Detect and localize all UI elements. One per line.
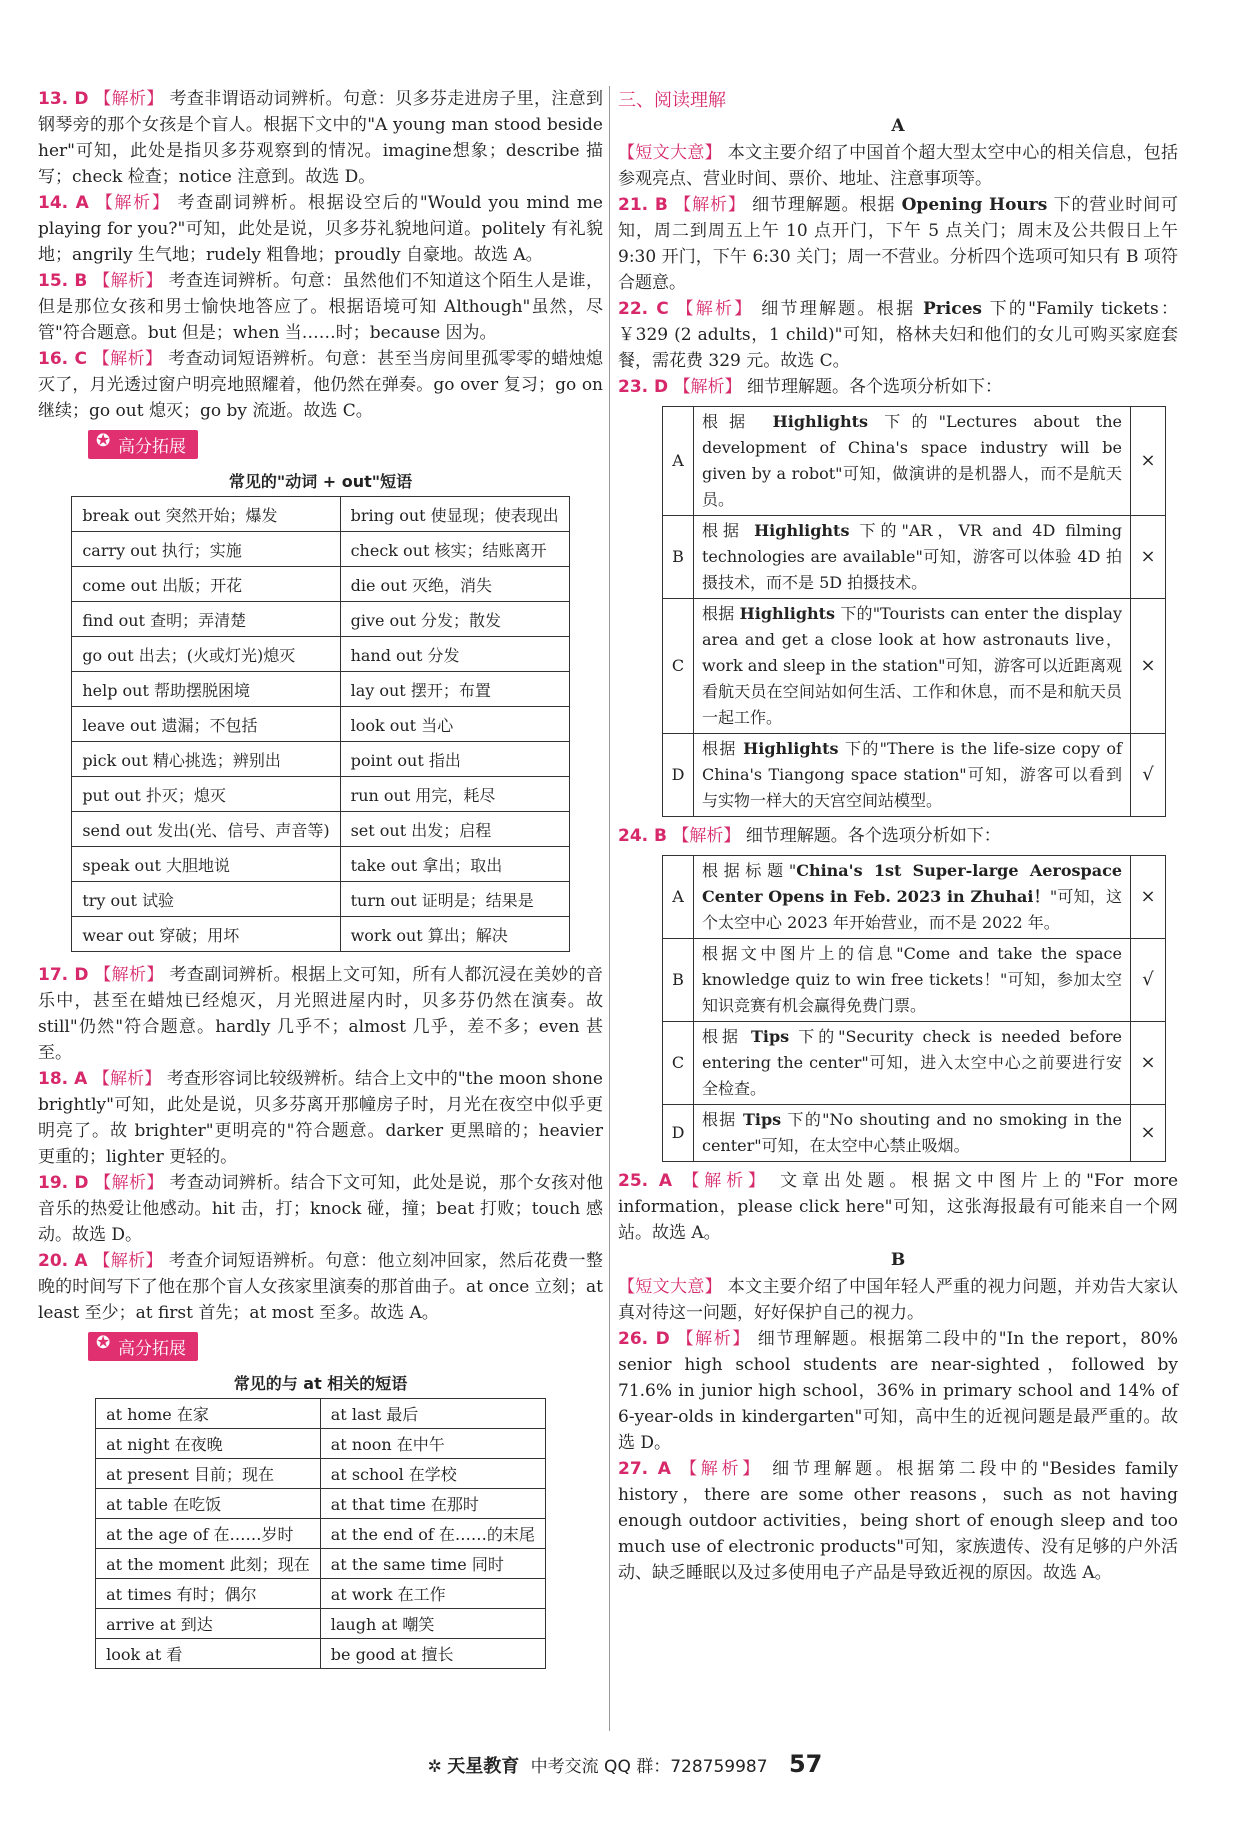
phrase-table-out	[71, 496, 569, 952]
phrase-cell: pick out 精心挑选；辨别出	[72, 742, 340, 777]
option-row	[663, 1105, 1166, 1162]
option-row	[663, 939, 1166, 1022]
option-letter: A	[663, 856, 694, 939]
phrase-cell: go out 出去；(火或灯光)熄灭	[72, 637, 340, 672]
answer-15: 15. B 【解析】 考查连词辨析。句意：虽然他们不知道这个陌生人是谁，但是那位女孩和男士愉快地答应了。根据语境可知 Although"虽然，尽管"符合题意。but 但是；when 当……时；because 因为。	[38, 271, 604, 343]
table1-title: 常见的"动词 + out"短语	[228, 472, 413, 491]
phrase-cell: at the end of 在……的末尾	[320, 1519, 545, 1549]
phrase-cell: bring out 使显现；使表现出	[340, 497, 569, 532]
phrase-cell: put out 扑灭；熄灭	[72, 777, 340, 812]
phrase-table-at	[95, 1398, 546, 1669]
phrase-cell: at that time 在那时	[320, 1489, 545, 1519]
option-table-24	[662, 855, 1166, 1162]
answer-16: 16. C 【解析】 考查动词短语辨析。句意：甚至当房间里孤零零的蜡烛熄灭了，月光透过窗户明亮地照耀着，他仍然在弹奏。go over 复习；go on 继续；go out 熄灭；go by 流逝。故选 C。	[38, 349, 604, 421]
phrase-cell: at present 目前；现在	[96, 1459, 321, 1489]
phrase-row	[96, 1549, 546, 1579]
phrase-cell: at last 最后	[320, 1399, 545, 1429]
phrase-cell: hand out 分发	[340, 637, 569, 672]
phrase-cell: at the moment 此刻；现在	[96, 1549, 321, 1579]
phrase-cell: set out 出发；启程	[340, 812, 569, 847]
phrase-cell: at the age of 在……岁时	[96, 1519, 321, 1549]
phrase-row	[72, 882, 569, 917]
option-row	[663, 516, 1166, 599]
part-b-heading: B	[890, 1250, 906, 1270]
phrase-cell: break out 突然开始；爆发	[72, 497, 340, 532]
phrase-row	[96, 1579, 546, 1609]
option-judgment-mark: √	[1131, 939, 1166, 1022]
phrase-row	[72, 602, 569, 637]
option-letter: D	[663, 734, 694, 817]
answer-22: 22. C 【解析】 细节理解题。根据 Prices 下的"Family tickets：￥329 (2 adults，1 child)"可知，格林夫妇和他们的女儿可购买家庭套餐，需花费 329 元。故选 C。	[618, 299, 1178, 371]
phrase-row	[96, 1489, 546, 1519]
phrase-cell: at noon 在中午	[320, 1429, 545, 1459]
phrase-row	[72, 742, 569, 777]
phrase-row	[72, 812, 569, 847]
answer-26: 26. D 【解析】 细节理解题。根据第二段中的"In the report，80% senior high school students are near-sighted，followed by 71.6% in junior high school，36% in primary school and 14% of 6-year-olds in kindergarten"可知，高中生的近视问题是最严重的。故选 D。	[618, 1329, 1179, 1453]
phrase-cell: be good at 擅长	[320, 1639, 545, 1669]
phrase-cell: give out 分发；散发	[340, 602, 569, 637]
phrase-cell: wear out 穿破；用坏	[72, 917, 340, 952]
option-judgment-mark: √	[1131, 734, 1166, 817]
section-title: 三、阅读理解	[618, 90, 726, 111]
phrase-cell: at school 在学校	[320, 1459, 545, 1489]
phrase-row	[72, 497, 569, 532]
phrase-cell: turn out 证明是；结果是	[340, 882, 569, 917]
phrase-cell: carry out 执行；实施	[72, 532, 340, 567]
phrase-cell: come out 出版；开花	[72, 567, 340, 602]
answer-23: 23. D 【解析】 细节理解题。各个选项分析如下：	[618, 377, 1002, 397]
part-a-heading: A	[891, 116, 905, 136]
option-analysis: 根据 Highlights 下的"Lectures about the development of China's space industry will be given by a robot"可知，做演讲的是机器人，而不是航天员。	[694, 407, 1131, 516]
left-column	[38, 86, 603, 1669]
answer-14: 14. A 【解析】 考查副词辨析。根据设空后的"Would you mind me playing for you?"可知，此处是说，贝多芬礼貌地问道。politely 有礼貌地；angrily 生气地；rudely 粗鲁地；proudly 自豪地。故选 A。	[38, 193, 603, 265]
table2-title: 常见的与 at 相关的短语	[233, 1374, 408, 1393]
phrase-cell: find out 查明；弄清楚	[72, 602, 340, 637]
brand-name: 天星教育	[447, 1756, 520, 1777]
option-judgment-mark: ×	[1131, 856, 1166, 939]
option-judgment-mark: ×	[1131, 599, 1166, 734]
phrase-row	[72, 777, 569, 812]
phrase-cell: send out 发出(光、信号、声音等)	[72, 812, 340, 847]
extension-badge: ✪ 高分拓展	[88, 430, 198, 459]
option-analysis: 根据 Highlights 下的"Tourists can enter the display area and get a close look at how astronauts live，work and sleep in the station"可知，游客可以近距离观看航天员在空间站如何生活、工作和休息，而不是和航天员一起工作。	[694, 599, 1131, 734]
phrase-cell: laugh at 嘲笑	[320, 1609, 545, 1639]
phrase-cell: lay out 摆开；布置	[340, 672, 569, 707]
option-analysis: 根据 Highlights 下的"AR，VR and 4D filming technologies are available"可知，游客可以体验 4D 拍摄技术，而不是 5D 拍摄技术。	[694, 516, 1131, 599]
phrase-row	[72, 847, 569, 882]
phrase-cell: at the same time 同时	[320, 1549, 545, 1579]
option-table-23	[662, 406, 1166, 817]
page-footer	[0, 1750, 1250, 1778]
column-divider	[609, 86, 610, 1731]
option-row	[663, 407, 1166, 516]
phrase-cell: point out 指出	[340, 742, 569, 777]
option-analysis: 根据文中图片上的信息"Come and take the space knowledge quiz to win free tickets！"可知，参加太空知识竞赛有机会赢得免费门票。	[694, 939, 1131, 1022]
option-row	[663, 856, 1166, 939]
summary-a: 【短文大意】 本文主要介绍了中国首个超大型太空中心的相关信息，包括参观亮点、营业时间、票价、地址、注意事项等。	[618, 143, 1179, 189]
option-judgment-mark: ×	[1131, 407, 1166, 516]
phrase-cell: at home 在家	[96, 1399, 321, 1429]
phrase-cell: run out 用完，耗尽	[340, 777, 569, 812]
option-analysis: 根据标题"China's 1st Super-large Aerospace Center Opens in Feb. 2023 in Zhuhai！"可知，这个太空中心 2023 年开始营业，而不是 2022 年。	[694, 856, 1131, 939]
phrase-cell: leave out 遗漏；不包括	[72, 707, 340, 742]
answer-27: 27. A 【解析】 细节理解题。根据第二段中的"Besides family history，there are some other reasons，such as not having enough outdoor activities，being short of enough sleep and too much use of electronic products"可知，家族遗传、没有足够的户外活动、缺乏睡眠以及过多使用电子产品是导致近视的原因。故选 A。	[618, 1459, 1178, 1583]
phrase-row	[96, 1429, 546, 1459]
answer-13: 13. D 【解析】 考查非谓语动词辨析。句意：贝多芬走进房子里，注意到钢琴旁的那个女孩是个盲人。根据下文中的"A young man stood beside her"可知，此处是指贝多芬观察到的情况。imagine想象；describe 描写；check 检查；notice 注意到。故选 D。	[38, 89, 604, 187]
phrase-cell: die out 灭绝，消失	[340, 567, 569, 602]
phrase-cell: take out 拿出；取出	[340, 847, 569, 882]
qq-group: 中考交流 QQ 群：728759987	[530, 1757, 768, 1777]
option-analysis: 根据 Tips 下的"No shouting and no smoking in the center"可知，在太空中心禁止吸烟。	[694, 1105, 1131, 1162]
phrase-cell: arrive at 到达	[96, 1609, 321, 1639]
phrase-row	[72, 567, 569, 602]
option-judgment-mark: ×	[1131, 1022, 1166, 1105]
phrase-row	[96, 1519, 546, 1549]
phrase-row	[72, 917, 569, 952]
option-row	[663, 599, 1166, 734]
option-letter: C	[663, 599, 694, 734]
phrase-cell: at table 在吃饭	[96, 1489, 321, 1519]
right-column	[618, 86, 1178, 1586]
star-icon: ✲	[427, 1757, 442, 1777]
phrase-cell: at times 有时；偶尔	[96, 1579, 321, 1609]
option-letter: B	[663, 516, 694, 599]
phrase-row	[72, 707, 569, 742]
phrase-row	[72, 672, 569, 707]
option-row	[663, 734, 1166, 817]
phrase-cell: check out 核实；结账离开	[340, 532, 569, 567]
option-row	[663, 1022, 1166, 1105]
option-analysis: 根据 Tips 下的"Security check is needed before entering the center"可知，进入太空中心之前要进行安全检查。	[694, 1022, 1131, 1105]
summary-b: 【短文大意】 本文主要介绍了中国年轻人严重的视力问题，并劝告大家认真对待这一问题，好好保护自己的视力。	[618, 1277, 1179, 1323]
page-number: 57	[788, 1750, 823, 1778]
phrase-cell: look at 看	[96, 1639, 321, 1669]
answer-17: 17. D 【解析】 考查副词辨析。根据上文可知，所有人都沉浸在美妙的音乐中，甚至在蜡烛已经熄灭，月光照进屋内时，贝多芬仍然在演奏。故 still"仍然"符合题意。hardly 几乎不；almost 几乎，差不多；even 甚至。	[38, 965, 604, 1063]
answer-18: 18. A 【解析】 考查形容词比较级辨析。结合上文中的"the moon shone brightly"可知，此处是说，贝多芬离开那幢房子时，月光在夜空中似乎更明亮了。故 brighter"更明亮的"符合题意。darker 更黑暗的；heavier 更重的；lighter 更轻的。	[38, 1069, 603, 1167]
phrase-row	[72, 532, 569, 567]
phrase-row	[96, 1609, 546, 1639]
phrase-cell: at work 在工作	[320, 1579, 545, 1609]
option-letter: B	[663, 939, 694, 1022]
answer-25: 25. A 【解析】 文章出处题。根据文中图片上的"For more information，please click here"可知，这张海报最有可能来自一个网站。故选 A。	[618, 1171, 1179, 1243]
phrase-cell: work out 算出；解决	[340, 917, 569, 952]
option-letter: D	[663, 1105, 694, 1162]
option-judgment-mark: ×	[1131, 1105, 1166, 1162]
option-letter: C	[663, 1022, 694, 1105]
phrase-cell: speak out 大胆地说	[72, 847, 340, 882]
phrase-cell: at night 在夜晚	[96, 1429, 321, 1459]
answer-21: 21. B 【解析】 细节理解题。根据 Opening Hours 下的营业时间可知，周二到周五上午 10 点开门，下午 5 点关门；周末及公共假日上午 9:30 开门，下午 6:30 关门；周一不营业。分析四个选项可知只有 B 项符合题意。	[618, 195, 1179, 293]
extension-badge: ✪ 高分拓展	[88, 1332, 198, 1361]
phrase-row	[96, 1639, 546, 1669]
answer-19: 19. D 【解析】 考查动词辨析。结合下文可知，此处是说，那个女孩对他音乐的热爱让他感动。hit 击，打；knock 碰，撞；beat 打败；touch 感动。故选 D。	[38, 1173, 604, 1245]
phrase-row	[96, 1399, 546, 1429]
phrase-row	[96, 1459, 546, 1489]
answer-24: 24. B 【解析】 细节理解题。各个选项分析如下：	[618, 826, 1001, 846]
answer-20: 20. A 【解析】 考查介词短语辨析。句意：他立刻冲回家，然后花费一整晚的时间写下了他在那个盲人女孩家里演奏的那首曲子。at once 立刻；at least 至少；at first 首先；at most 至多。故选 A。	[38, 1251, 603, 1323]
option-judgment-mark: ×	[1131, 516, 1166, 599]
phrase-cell: try out 试验	[72, 882, 340, 917]
option-analysis: 根据 Highlights 下的"There is the life-size copy of China's Tiangong space station"可知，游客可以看到与实物一样大的天宫空间站模型。	[694, 734, 1131, 817]
option-letter: A	[663, 407, 694, 516]
phrase-cell: help out 帮助摆脱困境	[72, 672, 340, 707]
phrase-row	[72, 637, 569, 672]
phrase-cell: look out 当心	[340, 707, 569, 742]
